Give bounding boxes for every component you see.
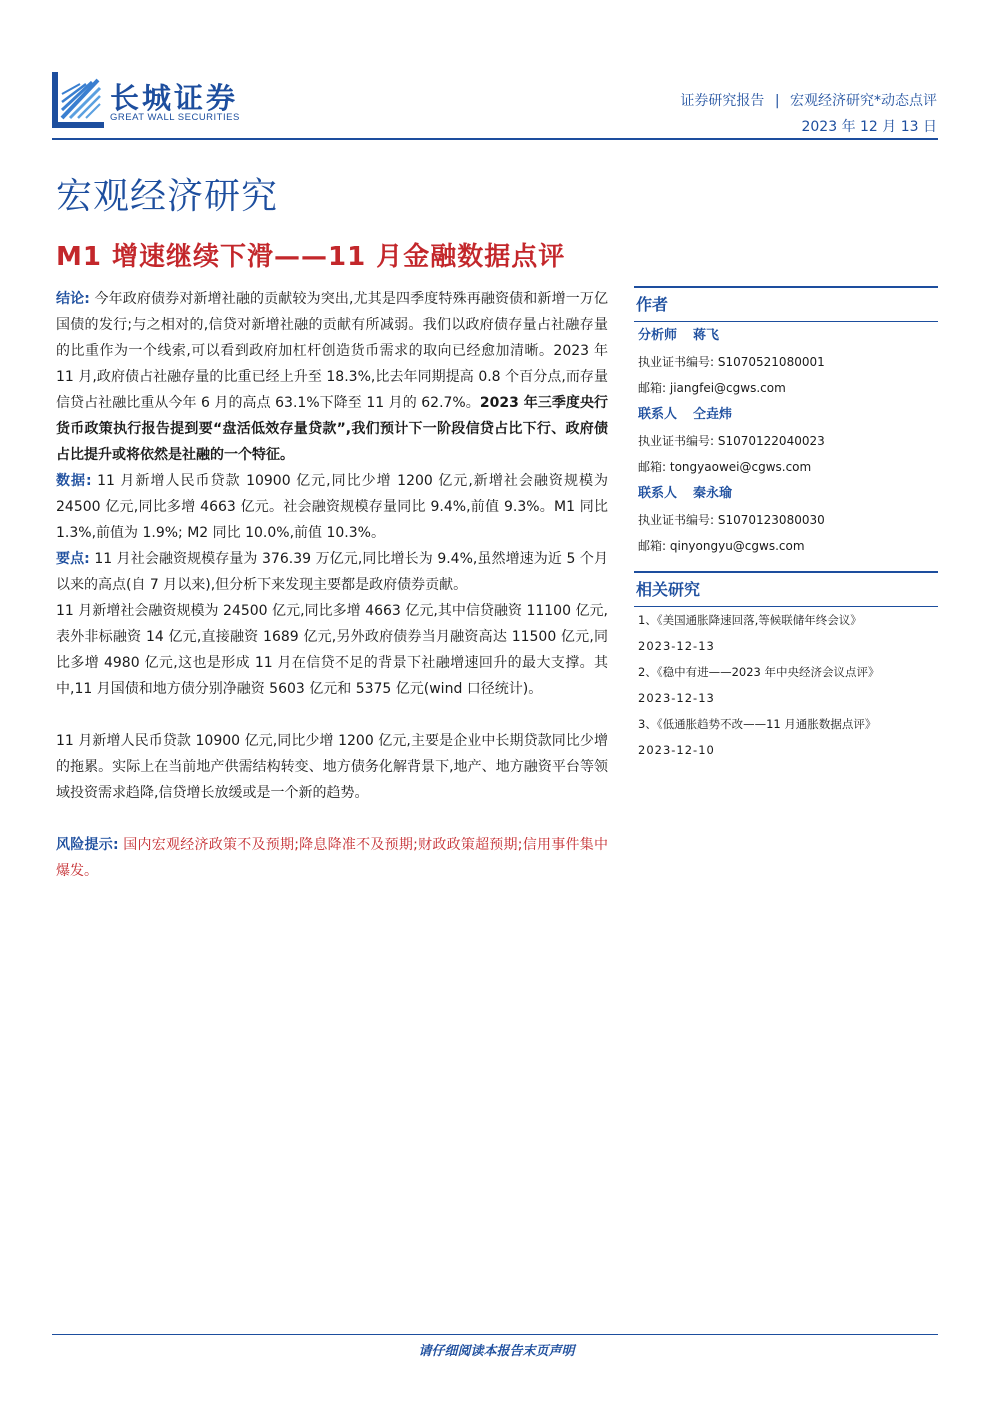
key-points-text: 11 月社会融资规模存量为 376.39 万亿元,同比增长为 9.4%,虽然增速为近 5 个月以来的高点(自 7 月以来),但分析下来发现主要都是政府债券贡献。 bbox=[56, 551, 608, 593]
cert-number: S1070123080030 bbox=[717, 513, 825, 527]
author-name: 秦永瑜 bbox=[693, 486, 733, 501]
cert-label: 执业证书编号: bbox=[638, 355, 715, 369]
report-type: 证券研究报告 bbox=[680, 93, 765, 109]
key-points-label: 要点: bbox=[56, 551, 90, 567]
risk-paragraph bbox=[56, 832, 608, 884]
author-role: 分析师 bbox=[638, 328, 678, 343]
related-item-title[interactable]: 2、《稳中有进——2023 年中央经济会议点评》 bbox=[638, 665, 880, 679]
cert-label: 执业证书编号: bbox=[638, 513, 715, 527]
conclusion-bold-text: 2023 年三季度央行货币政策执行报告提到要“盘活低效存量贷款”,我们预计下一阶段信贷占比下行、政府债占比提升或将依然是社融的一个特征。 bbox=[56, 395, 608, 463]
cert-label: 执业证书编号: bbox=[638, 434, 715, 448]
company-logo bbox=[52, 72, 312, 132]
author-card bbox=[634, 480, 938, 559]
author-email[interactable]: qinyongyu@cgws.com bbox=[669, 539, 805, 553]
related-item-title[interactable]: 1、《美国通胀降速回落,等候联储年终会议》 bbox=[638, 613, 862, 627]
author-card bbox=[634, 322, 938, 401]
email-label: 邮箱: bbox=[638, 539, 667, 553]
email-label: 邮箱: bbox=[638, 381, 667, 395]
risk-label: 风险提示: bbox=[56, 837, 119, 853]
author-name: 仝垚炜 bbox=[693, 407, 733, 422]
header-separator: | bbox=[774, 93, 780, 109]
author-email[interactable]: jiangfei@cgws.com bbox=[669, 381, 786, 395]
data-paragraph bbox=[56, 468, 608, 546]
authors-heading: 作者 bbox=[634, 286, 938, 322]
great-wall-logo-icon bbox=[52, 72, 104, 128]
conclusion-text: 今年政府债券对新增社融的贡献较为突出,尤其是四季度特殊再融资债和新增一万亿国债的发行;与之相对的,信贷对新增社融的贡献有所减弱。我们以政府债存量占社融存量的比重作为一个线索,可以看到政府加杠杆创造货币需求的取向已经愈加清晰。2023 年 11 月,政府债占社融存量的比重已经上升至 18.3%,比去年同期提高 0.8 个百分点,而存量信贷占社融比重从今年 6 月的高点 63.1%下降至 11 月的 62.7%。 bbox=[56, 291, 608, 411]
logo-english-name: GREAT WALL SECURITIES bbox=[110, 112, 240, 123]
related-item-date: 2023-12-13 bbox=[638, 691, 715, 705]
author-card bbox=[634, 401, 938, 480]
report-category: 宏观经济研究*动态点评 bbox=[790, 93, 937, 109]
email-label: 邮箱: bbox=[638, 460, 667, 474]
header-divider bbox=[52, 138, 938, 140]
related-research-list bbox=[634, 607, 938, 763]
main-content bbox=[56, 286, 608, 884]
logo-chinese-name: 长城证券 bbox=[110, 81, 239, 115]
risk-text: 国内宏观经济政策不及预期;降息降准不及预期;财政政策超预期;信用事件集中爆发。 bbox=[56, 837, 608, 879]
header-meta bbox=[680, 90, 937, 136]
data-text: 11 月新增人民币贷款 10900 亿元,同比少增 1200 亿元,新增社会融资规模为 24500 亿元,同比多增 4663 亿元。社会融资规模存量同比 9.4%,前值 9.3%。M1 同比 1.3%,前值为 1.9%; M2 同比 10.0%,前值 10.3%。 bbox=[56, 473, 608, 541]
author-name: 蒋飞 bbox=[693, 328, 720, 343]
related-item-date: 2023-12-10 bbox=[638, 743, 715, 757]
conclusion-label: 结论: bbox=[56, 291, 90, 307]
loans-paragraph: 11 月新增人民币贷款 10900 亿元,同比少增 1200 亿元,主要是企业中长期贷款同比少增的拖累。实际上在当前地产供需结构转变、地方债务化解背景下,地产、地方融资平台等领域投资需求趋降,信贷增长放缓或是一个新的趋势。 bbox=[56, 733, 608, 801]
related-research-heading: 相关研究 bbox=[634, 571, 938, 607]
conclusion-paragraph bbox=[56, 286, 608, 468]
sidebar bbox=[634, 286, 938, 763]
report-date: 2023 年 12 月 13 日 bbox=[801, 119, 937, 135]
section-title: 宏观经济研究 bbox=[56, 176, 279, 217]
author-email[interactable]: tongyaowei@cgws.com bbox=[669, 460, 812, 474]
footer-disclaimer: 请仔细阅读本报告末页声明 bbox=[418, 1344, 575, 1359]
author-role: 联系人 bbox=[638, 486, 678, 501]
cert-number: S1070122040023 bbox=[717, 434, 825, 448]
related-item-date: 2023-12-13 bbox=[638, 639, 715, 653]
cert-number: S1070521080001 bbox=[717, 355, 825, 369]
data-label: 数据: bbox=[56, 473, 92, 489]
author-role: 联系人 bbox=[638, 407, 678, 422]
related-item-title[interactable]: 3、《低通胀趋势不改——11 月通胀数据点评》 bbox=[638, 717, 877, 731]
report-title: M1 增速继续下滑——11 月金融数据点评 bbox=[56, 242, 566, 272]
footer-divider bbox=[52, 1334, 938, 1335]
financing-paragraph: 11 月新增社会融资规模为 24500 亿元,同比多增 4663 亿元,其中信贷融资 11100 亿元,表外非标融资 14 亿元,直接融资 1689 亿元,另外政府债券当月融资高达 11500 亿元,同比多增 4980 亿元,这也是形成 11 月在信贷不足的背景下社融增速回升的最大支撑。其中,11 月国债和地方债分别净融资 5603 亿元和 5375 亿元(wind 口径统计)。 bbox=[56, 603, 608, 697]
key-points-paragraph bbox=[56, 546, 608, 598]
